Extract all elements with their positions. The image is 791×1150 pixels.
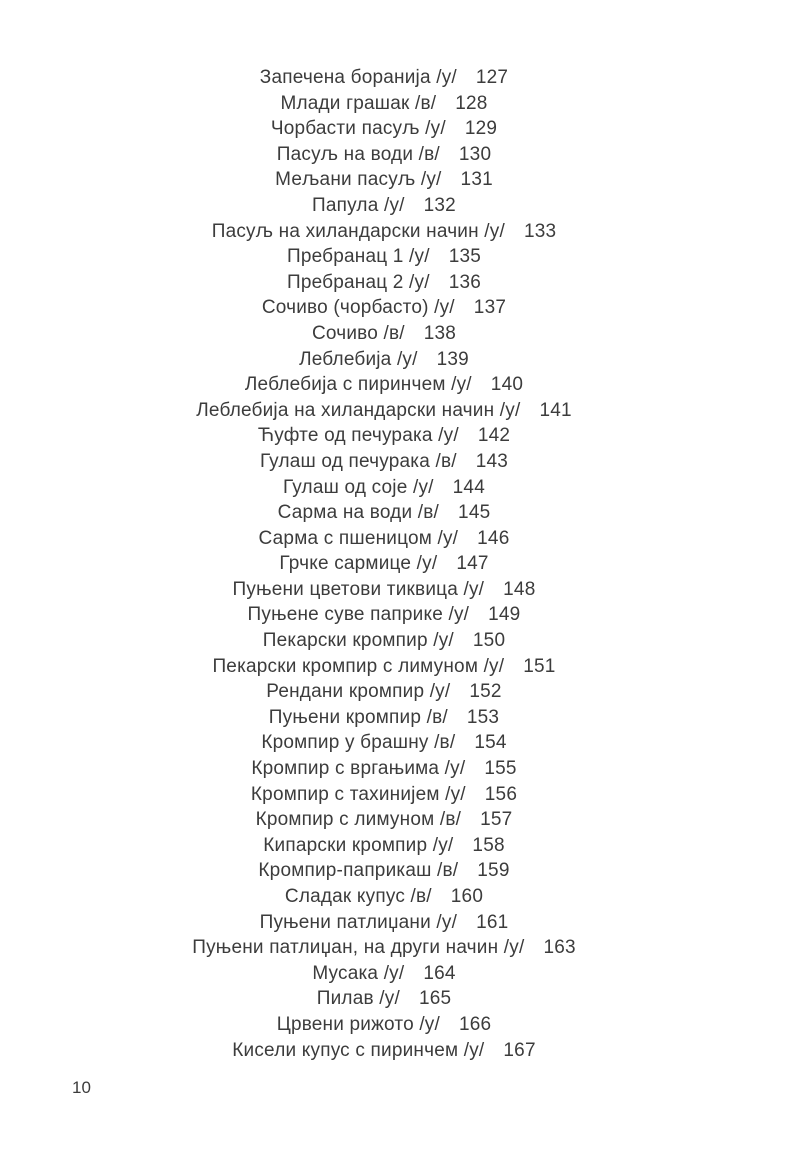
entry-title: Пуњени патлиџан, на други начин — [192, 937, 499, 959]
toc-entry — [0, 475, 768, 501]
toc-entry — [0, 961, 768, 987]
entry-diet-marker: /у/ — [484, 220, 505, 242]
entry-diet-marker: /в/ — [434, 732, 456, 754]
toc-entry — [0, 756, 768, 782]
entry-diet-marker: /у/ — [445, 783, 466, 805]
entry-diet-marker: /у/ — [444, 758, 466, 780]
entry-diet-marker: /в/ — [435, 450, 457, 472]
entry-diet-marker: /в/ — [439, 809, 462, 831]
entry-diet-marker: /у/ — [438, 425, 459, 447]
entry-title: Гулаш од печурака — [259, 450, 430, 472]
toc-entry — [0, 219, 768, 245]
entry-diet-marker: /у/ — [409, 246, 430, 268]
entry-page-number: 140 — [490, 374, 524, 396]
entry-title: Кромпир с тахинијем — [250, 783, 440, 805]
entry-page-number: 130 — [458, 143, 492, 165]
entry-title: Пекарски кромпир с лимуном — [212, 655, 479, 677]
toc-entry — [0, 295, 768, 321]
toc-entry — [0, 884, 768, 910]
entry-page-number: 137 — [473, 297, 507, 319]
entry-title: Пуњене суве паприке — [247, 604, 443, 626]
entry-page-number: 147 — [456, 553, 489, 575]
toc-entry — [0, 65, 768, 91]
toc-entry — [0, 193, 768, 219]
toc-entry — [0, 602, 768, 628]
entry-page-number: 143 — [475, 450, 509, 472]
entry-page-number: 135 — [448, 246, 482, 268]
entry-title: Мусака — [312, 962, 379, 984]
entry-title: Сочиво (чорбасто) — [261, 297, 429, 319]
entry-diet-marker: /в/ — [383, 322, 405, 344]
entry-page-number: 141 — [539, 399, 572, 421]
toc-entry — [0, 705, 768, 731]
entry-title: Леблебија с пиринчем — [244, 374, 446, 396]
toc-entry — [0, 1038, 768, 1064]
entry-diet-marker: /в/ — [437, 860, 459, 882]
entry-title: Пребранац 2 — [286, 271, 404, 293]
toc-entry — [0, 321, 768, 347]
entry-page-number: 149 — [488, 604, 521, 626]
entry-page-number: 144 — [452, 476, 485, 498]
entry-diet-marker: /у/ — [499, 399, 521, 421]
toc-entry — [0, 270, 768, 296]
toc-entry — [0, 858, 768, 884]
entry-title: Кромпир у брашну — [261, 732, 429, 754]
toc-entry — [0, 577, 768, 603]
entry-title: Пекарски кромпир — [262, 630, 428, 652]
entry-title: Кромпир с вргањима — [251, 758, 440, 780]
entry-title: Црвени рижото — [276, 1013, 414, 1035]
page-number: 10 — [72, 1078, 91, 1097]
entry-diet-marker: /у/ — [409, 271, 430, 293]
entry-title: Кромпир с лимуном — [255, 809, 435, 831]
toc-entry — [0, 807, 768, 833]
toc-entry — [0, 526, 768, 552]
entry-title: Кисели купус с пиринчем — [232, 1039, 459, 1061]
entry-page-number: 163 — [543, 937, 576, 959]
entry-page-number: 127 — [475, 67, 509, 88]
toc-entry — [0, 782, 768, 808]
entry-page-number: 151 — [523, 655, 556, 677]
entry-page-number: 161 — [476, 911, 509, 933]
entry-page-number: 133 — [523, 220, 557, 242]
entry-title: Сарма с пшеницом — [258, 527, 432, 549]
entry-title: Гулаш од соје — [283, 476, 408, 498]
entry-page-number: 154 — [474, 732, 507, 754]
toc-entry — [0, 142, 768, 168]
entry-diet-marker: /у/ — [383, 194, 405, 216]
toc-entry — [0, 500, 768, 526]
entry-diet-marker: /у/ — [448, 604, 470, 626]
toc-entry — [0, 244, 768, 270]
entry-diet-marker: /у/ — [379, 988, 400, 1010]
toc-entry — [0, 654, 768, 680]
entry-title: Чорбасти пасуљ — [270, 118, 420, 140]
entry-title: Мељани пасуљ — [275, 169, 416, 191]
entry-title: Млади грашак — [280, 92, 410, 114]
entry-page-number: 131 — [460, 169, 493, 191]
toc-entry — [0, 679, 768, 705]
entry-diet-marker: /у/ — [416, 553, 438, 575]
entry-title: Пасуљ на хиландарски начин — [211, 220, 479, 242]
entry-diet-marker: /у/ — [463, 1039, 485, 1061]
toc-entry — [0, 347, 768, 373]
entry-page-number: 160 — [450, 886, 484, 907]
entry-diet-marker: /у/ — [483, 655, 505, 677]
entry-page-number: 165 — [418, 988, 452, 1010]
entry-diet-marker: /у/ — [436, 911, 458, 933]
entry-diet-marker: /в/ — [410, 886, 432, 907]
toc-entry — [0, 833, 768, 859]
toc-entry — [0, 730, 768, 756]
entry-page-number: 156 — [484, 783, 518, 805]
entry-page-number: 128 — [455, 92, 488, 114]
entry-diet-marker: /у/ — [419, 1013, 440, 1035]
entry-title: Грчке сармице — [279, 553, 412, 575]
toc-entry — [0, 398, 768, 424]
toc-entry — [0, 986, 768, 1012]
entry-page-number: 136 — [448, 271, 482, 293]
entry-diet-marker: /в/ — [414, 92, 437, 114]
entry-page-number: 155 — [484, 758, 517, 780]
entry-diet-marker: /у/ — [412, 476, 434, 498]
toc-entry — [0, 423, 768, 449]
entry-title: Запечена боранија — [259, 67, 431, 88]
entry-title: Рендани кромпир — [266, 681, 425, 703]
entry-title: Леблебија на хиландарски начин — [196, 399, 495, 421]
entry-title: Пребранац 1 — [286, 246, 404, 268]
entry-diet-marker: /у/ — [437, 527, 459, 549]
entry-diet-marker: /у/ — [436, 67, 457, 88]
toc-entry — [0, 116, 768, 142]
entry-diet-marker: /в/ — [418, 143, 440, 165]
entry-title: Кромпир-паприкаш — [258, 860, 432, 882]
entry-diet-marker: /у/ — [429, 681, 451, 703]
entry-page-number: 132 — [423, 194, 456, 216]
entry-diet-marker: /у/ — [425, 118, 446, 140]
toc-entry — [0, 449, 768, 475]
entry-page-number: 158 — [472, 834, 505, 856]
entry-diet-marker: /в/ — [426, 706, 448, 728]
entry-diet-marker: /у/ — [420, 169, 442, 191]
toc-entry — [0, 910, 768, 936]
table-of-contents — [0, 65, 768, 1063]
entry-title: Пасуљ на води — [276, 143, 414, 165]
toc-entry — [0, 91, 768, 117]
entry-diet-marker: /у/ — [432, 834, 454, 856]
toc-entry — [0, 167, 768, 193]
entry-page-number: 152 — [469, 681, 502, 703]
entry-diet-marker: /у/ — [503, 937, 525, 959]
entry-page-number: 148 — [503, 578, 536, 600]
entry-title: Сочиво — [311, 322, 378, 344]
entry-diet-marker: /в/ — [417, 502, 440, 524]
entry-page-number: 145 — [458, 502, 491, 524]
entry-diet-marker: /у/ — [433, 630, 454, 652]
entry-page-number: 146 — [477, 527, 510, 549]
entry-diet-marker: /у/ — [451, 374, 472, 396]
entry-page-number: 139 — [436, 348, 469, 370]
entry-title: Пуњени кромпир — [268, 706, 422, 728]
entry-title: Сарма на води — [277, 502, 413, 524]
entry-diet-marker: /у/ — [463, 578, 485, 600]
entry-page-number: 138 — [423, 322, 457, 344]
entry-title: Пилав — [316, 988, 374, 1010]
entry-title: Папула — [312, 194, 379, 216]
entry-page-number: 142 — [477, 425, 511, 447]
toc-entry — [0, 1012, 768, 1038]
entry-page-number: 129 — [464, 118, 498, 140]
entry-diet-marker: /у/ — [383, 962, 405, 984]
entry-diet-marker: /у/ — [396, 348, 418, 370]
toc-entry — [0, 372, 768, 398]
entry-title: Пуњени патлиџани — [259, 911, 431, 933]
entry-title: Кипарски кромпир — [263, 834, 428, 856]
entry-title: Ћуфте од печурака — [257, 425, 433, 447]
entry-page-number: 157 — [480, 809, 513, 831]
entry-title: Леблебија — [299, 348, 392, 370]
entry-page-number: 164 — [423, 962, 456, 984]
toc-entry — [0, 551, 768, 577]
entry-page-number: 150 — [472, 630, 506, 652]
entry-page-number: 167 — [503, 1039, 536, 1061]
toc-entry — [0, 628, 768, 654]
toc-entry — [0, 935, 768, 961]
entry-title: Пуњени цветови тиквица — [232, 578, 458, 600]
entry-title: Сладак купус — [284, 886, 406, 907]
entry-page-number: 166 — [459, 1013, 492, 1035]
entry-page-number: 153 — [466, 706, 500, 728]
entry-diet-marker: /у/ — [434, 297, 455, 319]
entry-page-number: 159 — [477, 860, 510, 882]
